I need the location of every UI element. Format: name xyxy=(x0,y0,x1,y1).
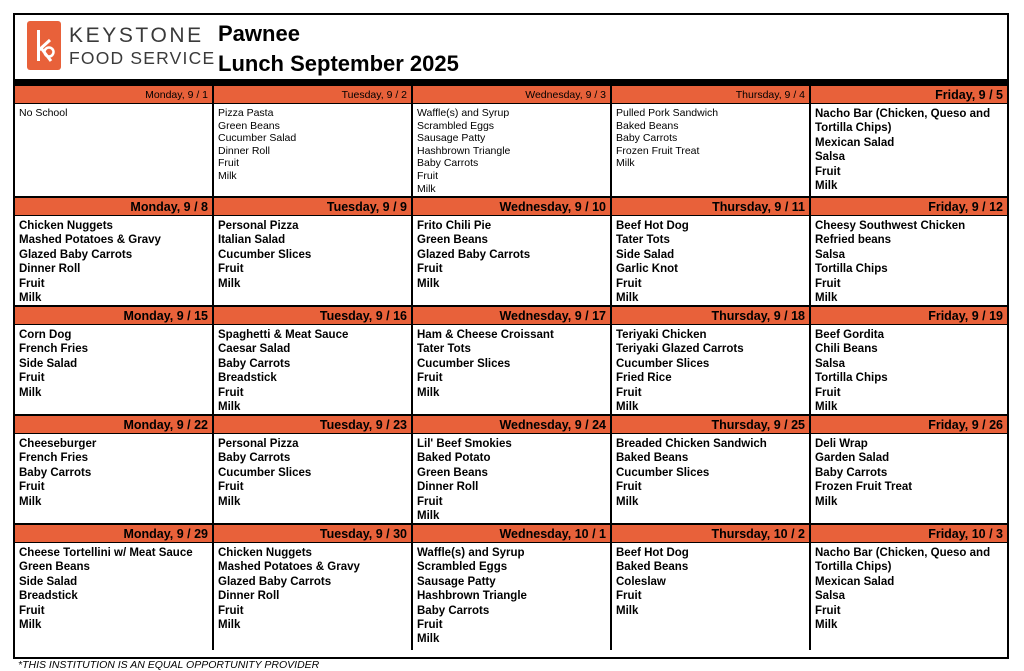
menu-item: Fruit xyxy=(417,619,443,632)
menu-item: Fruit xyxy=(815,277,841,290)
menu-item: Tortilla Chips xyxy=(815,263,888,276)
menu-item: Green Beans xyxy=(417,466,488,479)
menu-item: Fruit xyxy=(19,277,45,290)
day-cell xyxy=(214,416,413,525)
menu-item: Dinner Roll xyxy=(218,144,270,157)
day-header: Wednesday, 9 / 24 xyxy=(413,416,610,434)
menu-item: Baked Beans xyxy=(616,561,689,574)
menu-item: Beef Gordita xyxy=(815,329,885,341)
menu-item: Frozen Fruit Treat xyxy=(616,144,700,157)
day-header: Friday, 9 / 5 xyxy=(811,86,1007,104)
day-header: Friday, 9 / 12 xyxy=(811,198,1007,216)
menu-item: Baby Carrots xyxy=(616,132,678,145)
menu-item: Milk xyxy=(218,495,241,508)
menu-item: Milk xyxy=(815,619,838,632)
day-cell xyxy=(15,198,214,307)
menu-item: Nacho Bar (Chicken, Queso and xyxy=(815,108,991,120)
menu-item-list xyxy=(214,216,411,291)
day-header: Tuesday, 9 / 9 xyxy=(214,198,411,216)
menu-item: Deli Wrap xyxy=(815,438,868,450)
day-header: Wednesday, 9 / 10 xyxy=(413,198,610,216)
day-cell xyxy=(413,525,612,650)
day-cell xyxy=(612,307,811,416)
menu-item: Corn Dog xyxy=(19,329,72,341)
menu-item: Baby Carrots xyxy=(417,604,490,617)
day-header: Friday, 9 / 19 xyxy=(811,307,1007,325)
day-cell xyxy=(214,86,413,198)
menu-item-list xyxy=(811,543,1007,632)
day-cell xyxy=(413,198,612,307)
menu-item: Sausage Patty xyxy=(417,132,486,145)
menu-item: Cucumber Slices xyxy=(218,466,312,479)
menu-item: Tater Tots xyxy=(616,234,670,247)
day-cell xyxy=(15,86,214,198)
menu-item: Baked Beans xyxy=(616,119,679,132)
menu-item-list xyxy=(214,434,411,509)
menu-item: Fruit xyxy=(815,386,841,399)
menu-item: Side Salad xyxy=(19,575,78,588)
menu-item: Baby Carrots xyxy=(815,466,888,479)
menu-item: Beef Hot Dog xyxy=(616,547,689,559)
menu-item: Side Salad xyxy=(19,357,78,370)
menu-item: Milk xyxy=(616,495,639,508)
menu-item: Breadstick xyxy=(19,590,78,603)
day-cell xyxy=(811,307,1007,416)
day-header: Tuesday, 9 / 2 xyxy=(214,86,411,104)
menu-item: Baby Carrots xyxy=(417,157,479,170)
menu-item: Pizza Pasta xyxy=(218,107,274,119)
menu-item: Milk xyxy=(616,292,639,305)
menu-item-list xyxy=(15,216,212,305)
logo-text-food-service: FOOD SERVICE xyxy=(69,48,216,68)
menu-item: Fruit xyxy=(19,481,45,494)
menu-item: Milk xyxy=(218,277,241,290)
menu-calendar-grid xyxy=(15,85,1007,650)
day-cell xyxy=(413,416,612,525)
day-cell xyxy=(15,307,214,416)
menu-item: Waffle(s) and Syrup xyxy=(417,547,525,559)
menu-item: Salsa xyxy=(815,151,846,164)
menu-item: Scrambled Eggs xyxy=(417,561,508,574)
menu-item: Personal Pizza xyxy=(218,220,299,232)
keystone-logo xyxy=(27,21,215,73)
day-header: Tuesday, 9 / 16 xyxy=(214,307,411,325)
menu-item: Fruit xyxy=(616,277,642,290)
menu-item: Cheesy Southwest Chicken xyxy=(815,220,966,232)
page-subtitle: Lunch September 2025 xyxy=(218,51,459,76)
menu-item-list xyxy=(413,434,610,523)
menu-item: Teriyaki Chicken xyxy=(616,329,707,341)
day-cell xyxy=(811,86,1007,198)
menu-item: Milk xyxy=(218,619,241,632)
menu-item: Ham & Cheese Croissant xyxy=(417,329,554,341)
menu-item: Mashed Potatoes & Gravy xyxy=(19,234,161,247)
menu-item: Milk xyxy=(417,182,436,195)
menu-item: Hashbrown Triangle xyxy=(417,590,527,603)
menu-item: Salsa xyxy=(815,248,846,261)
menu-item: Glazed Baby Carrots xyxy=(218,575,332,588)
day-header: Thursday, 9 / 18 xyxy=(612,307,809,325)
menu-item-list xyxy=(612,434,809,509)
menu-item: Mexican Salad xyxy=(815,136,895,149)
menu-item: Fruit xyxy=(19,372,45,385)
menu-item: Pulled Pork Sandwich xyxy=(616,107,719,119)
page-title: Pawnee xyxy=(218,21,300,46)
menu-item: Milk xyxy=(19,495,42,508)
day-cell xyxy=(612,86,811,198)
menu-item-list xyxy=(811,434,1007,509)
menu-item: Baby Carrots xyxy=(19,466,92,479)
menu-item: Salsa xyxy=(815,357,846,370)
menu-item: Fruit xyxy=(218,157,239,170)
menu-item: Milk xyxy=(815,495,838,508)
menu-item: Italian Salad xyxy=(218,234,286,247)
menu-item: Spaghetti & Meat Sauce xyxy=(218,329,349,341)
day-cell xyxy=(214,307,413,416)
menu-item-list xyxy=(811,325,1007,414)
menu-item-list xyxy=(15,325,212,400)
menu-item: No School xyxy=(19,107,68,119)
menu-item: Milk xyxy=(19,386,42,399)
menu-page xyxy=(13,13,1009,659)
menu-item: Tortilla Chips) xyxy=(815,122,892,135)
menu-item: Dinner Roll xyxy=(417,481,479,494)
day-cell xyxy=(214,525,413,650)
menu-item: Garlic Knot xyxy=(616,263,678,276)
menu-item: Tortilla Chips xyxy=(815,372,888,385)
day-cell xyxy=(811,525,1007,650)
menu-item: Salsa xyxy=(815,590,846,603)
menu-item: Fruit xyxy=(417,495,443,508)
menu-item-list xyxy=(214,543,411,632)
menu-item: Fruit xyxy=(815,165,841,178)
menu-item-list xyxy=(214,325,411,414)
menu-item: French Fries xyxy=(19,343,89,356)
menu-item: Frito Chili Pie xyxy=(417,220,492,232)
logo-text-keystone: KEYSTONE xyxy=(69,24,204,47)
day-cell xyxy=(413,307,612,416)
menu-item: Milk xyxy=(815,401,838,414)
menu-item: Lil' Beef Smokies xyxy=(417,438,512,450)
menu-item: Nacho Bar (Chicken, Queso and xyxy=(815,547,991,559)
menu-item: Fruit xyxy=(218,386,244,399)
day-header: Friday, 9 / 26 xyxy=(811,416,1007,434)
menu-item: Coleslaw xyxy=(616,575,666,588)
day-cell xyxy=(811,198,1007,307)
menu-item-list xyxy=(612,543,809,618)
page-header xyxy=(15,15,1007,79)
menu-item: Cheeseburger xyxy=(19,438,97,450)
day-header: Friday, 10 / 3 xyxy=(811,525,1007,543)
menu-item-list xyxy=(413,543,610,647)
menu-item: Dinner Roll xyxy=(19,263,81,276)
day-header: Wednesday, 10 / 1 xyxy=(413,525,610,543)
menu-item-list xyxy=(811,104,1007,193)
menu-item: Milk xyxy=(417,510,440,523)
menu-item: Refried beans xyxy=(815,234,892,247)
menu-item: Mashed Potatoes & Gravy xyxy=(218,561,360,574)
day-header: Wednesday, 9 / 17 xyxy=(413,307,610,325)
day-header: Wednesday, 9 / 3 xyxy=(413,86,610,104)
menu-item: Fruit xyxy=(19,604,45,617)
menu-item: Milk xyxy=(815,180,838,193)
menu-item-list xyxy=(413,216,610,291)
menu-item: Side Salad xyxy=(616,248,675,261)
menu-item-list xyxy=(413,104,610,195)
menu-item: Breaded Chicken Sandwich xyxy=(616,438,767,450)
menu-item: Milk xyxy=(417,277,440,290)
menu-item: Cucumber Salad xyxy=(218,132,297,145)
menu-item: Milk xyxy=(417,633,440,646)
menu-item: Breadstick xyxy=(218,372,277,385)
day-header: Monday, 9 / 29 xyxy=(15,525,212,543)
menu-item: Milk xyxy=(616,157,635,170)
menu-item-list xyxy=(15,104,212,120)
menu-item-list xyxy=(214,104,411,183)
day-header: Monday, 9 / 1 xyxy=(15,86,212,104)
menu-item: Sausage Patty xyxy=(417,575,496,588)
menu-item: Milk xyxy=(19,292,42,305)
menu-item: Fruit xyxy=(417,263,443,276)
menu-item: Waffle(s) and Syrup xyxy=(417,107,510,119)
menu-item: Fruit xyxy=(616,386,642,399)
menu-item: Cucumber Slices xyxy=(417,357,511,370)
menu-item: Hashbrown Triangle xyxy=(417,144,511,157)
day-cell xyxy=(15,525,214,650)
day-header: Monday, 9 / 15 xyxy=(15,307,212,325)
day-cell xyxy=(15,416,214,525)
menu-item: Baby Carrots xyxy=(218,357,291,370)
menu-item-list xyxy=(612,104,809,170)
menu-item: Fruit xyxy=(616,590,642,603)
menu-item: Fruit xyxy=(218,604,244,617)
day-header: Monday, 9 / 22 xyxy=(15,416,212,434)
day-cell xyxy=(612,525,811,650)
menu-item: Milk xyxy=(417,386,440,399)
day-header: Thursday, 9 / 4 xyxy=(612,86,809,104)
keystone-k-logo-icon xyxy=(27,21,61,70)
menu-item: Garden Salad xyxy=(815,452,890,465)
menu-item: Milk xyxy=(218,401,241,414)
menu-item: Personal Pizza xyxy=(218,438,299,450)
menu-item: Tater Tots xyxy=(417,343,471,356)
menu-item: Beef Hot Dog xyxy=(616,220,689,232)
day-header: Thursday, 9 / 25 xyxy=(612,416,809,434)
menu-item-list xyxy=(15,434,212,509)
day-cell xyxy=(612,198,811,307)
menu-item: Scrambled Eggs xyxy=(417,119,495,132)
menu-item-list xyxy=(15,543,212,632)
menu-item: Milk xyxy=(815,292,838,305)
menu-item: Baked Beans xyxy=(616,452,689,465)
menu-item: Chicken Nuggets xyxy=(19,220,113,232)
menu-item: Cucumber Slices xyxy=(616,357,710,370)
menu-item: Glazed Baby Carrots xyxy=(19,248,133,261)
menu-item: Chicken Nuggets xyxy=(218,547,312,559)
menu-item: Mexican Salad xyxy=(815,575,895,588)
day-header: Tuesday, 9 / 30 xyxy=(214,525,411,543)
menu-item: Milk xyxy=(218,169,237,182)
menu-item-list xyxy=(612,325,809,414)
menu-item: Cucumber Slices xyxy=(218,248,312,261)
menu-item-list xyxy=(413,325,610,400)
day-cell xyxy=(214,198,413,307)
menu-item: Green Beans xyxy=(19,561,90,574)
menu-item: Cheese Tortellini w/ Meat Sauce xyxy=(19,547,193,559)
menu-item: Tortilla Chips) xyxy=(815,561,892,574)
menu-item: Green Beans xyxy=(417,234,488,247)
day-cell xyxy=(612,416,811,525)
menu-item: Caesar Salad xyxy=(218,343,291,356)
footer-disclaimer: *THIS INSTITUTION IS AN EQUAL OPPORTUNITY PROVIDER xyxy=(18,659,320,671)
menu-item: Milk xyxy=(616,604,639,617)
menu-item: Glazed Baby Carrots xyxy=(417,248,531,261)
menu-item-list xyxy=(811,216,1007,305)
day-header: Monday, 9 / 8 xyxy=(15,198,212,216)
menu-item: Milk xyxy=(616,401,639,414)
menu-item: Fruit xyxy=(417,372,443,385)
menu-item: Milk xyxy=(19,619,42,632)
menu-item: Fruit xyxy=(815,604,841,617)
day-header: Thursday, 10 / 2 xyxy=(612,525,809,543)
menu-item: Baby Carrots xyxy=(218,452,291,465)
menu-item: Chili Beans xyxy=(815,343,878,356)
menu-item: Green Beans xyxy=(218,119,280,132)
menu-item: Fruit xyxy=(218,481,244,494)
day-header: Tuesday, 9 / 23 xyxy=(214,416,411,434)
menu-item: Frozen Fruit Treat xyxy=(815,481,913,494)
menu-item: Fruit xyxy=(417,169,438,182)
menu-item: Baked Potato xyxy=(417,452,491,465)
menu-item: Fried Rice xyxy=(616,372,672,385)
menu-item: Teriyaki Glazed Carrots xyxy=(616,343,744,356)
day-cell xyxy=(811,416,1007,525)
menu-item: Dinner Roll xyxy=(218,590,280,603)
day-cell xyxy=(413,86,612,198)
menu-item: French Fries xyxy=(19,452,89,465)
menu-item: Fruit xyxy=(616,481,642,494)
menu-item-list xyxy=(612,216,809,305)
menu-item: Cucumber Slices xyxy=(616,466,710,479)
menu-item: Fruit xyxy=(218,263,244,276)
day-header: Thursday, 9 / 11 xyxy=(612,198,809,216)
